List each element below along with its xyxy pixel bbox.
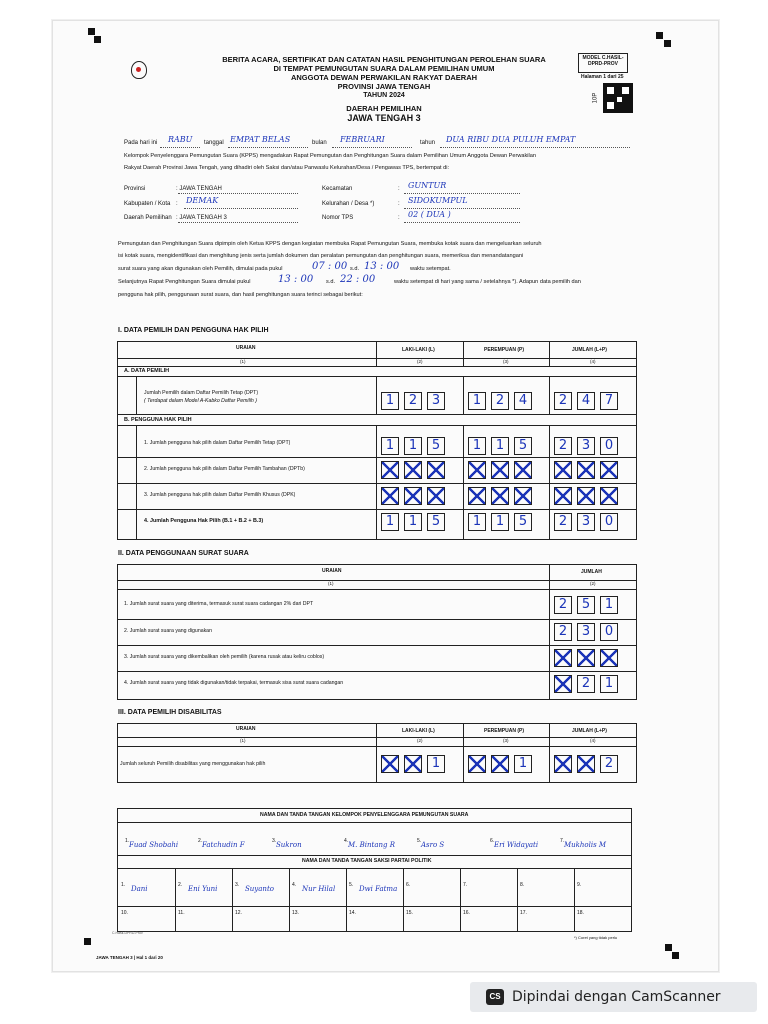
footer-small: C.Hasil-DPRD-Prov (112, 931, 143, 935)
kpps-number: 4. (344, 838, 349, 844)
saksi-number: 18. (577, 910, 584, 916)
digit-box[interactable]: 2 (491, 392, 509, 410)
saksi-signature-name: Eni Yuni (188, 885, 218, 893)
tps-value: 02 ( DUA ) (408, 210, 451, 219)
grid-divider (232, 868, 233, 932)
paragraph-line: surat suara yang akan digunakan oleh Pemilih, dimulai pada pukul (118, 266, 283, 272)
s2-row-label: 1. Jumlah surat suara yang diterima, termasuk surat suara cadangan 2% dari DPT (124, 601, 314, 607)
saksi-number: 16. (463, 910, 470, 916)
digit-box[interactable] (577, 461, 595, 479)
hitung-selesai: 22 : 00 (340, 274, 376, 285)
intro-tanggal: EMPAT BELAS (230, 135, 291, 144)
saksi-signature-name: Nur Hilal (302, 885, 336, 893)
col-jumlah: JUMLAH (L+P) (572, 728, 607, 734)
col-perempuan: PEREMPUAN (P) (484, 728, 525, 734)
paragraph-line: pengguna hak pilih, penggunaan surat suara, dan hasil penghitungan suara terinci sebagai berikut: (118, 292, 363, 298)
kabupaten-label: Kabupaten / Kota (124, 201, 171, 207)
kelurahan-label: Kelurahan / Desa *) (322, 201, 375, 207)
digit-box[interactable] (381, 755, 399, 773)
dotted-line (178, 193, 298, 194)
digit-box[interactable]: 1 (381, 392, 399, 410)
kpps-number: 7. (560, 838, 565, 844)
digit-box[interactable] (491, 461, 509, 479)
digit-box[interactable]: 1 (491, 513, 509, 531)
b-row-label: 4. Jumlah Pengguna Hak Pilih (B.1 + B.2 + B.3) (144, 518, 264, 524)
a1-label: Jumlah Pemilih dalam Daftar Pemilih Tetap (DPT) (144, 390, 259, 396)
kpps-number: 2. (198, 838, 203, 844)
saksi-number: 14. (349, 910, 356, 916)
intro-bulan-label: bulan (312, 140, 327, 146)
digit-box[interactable] (427, 487, 445, 505)
digit-box[interactable] (577, 649, 595, 667)
section-b-title: B. PENGGUNA HAK PILIH (124, 417, 192, 423)
digit-box[interactable]: 0 (600, 623, 618, 641)
saksi-number: 4. (292, 882, 297, 888)
saksi-number: 6. (406, 882, 411, 888)
jam-mulai: 07 : 00 (312, 261, 348, 272)
paragraph-line: waktu setempat di hari yang sama / setelahnya *). Adapun data pemilih dan (394, 279, 581, 285)
dotted-line (404, 208, 520, 209)
digit-box[interactable]: 2 (577, 675, 595, 693)
digit-box[interactable] (381, 487, 399, 505)
grid-divider (460, 868, 461, 932)
digit-box[interactable]: 2 (554, 437, 572, 455)
digit-box[interactable]: 1 (468, 513, 486, 531)
header-line: BERITA ACARA, SERTIFIKAT DAN CATATAN HASIL PENGHITUNGAN PEROLEHAN SUARA (222, 55, 546, 64)
header-line: DI TEMPAT PEMUNGUTAN SUARA DALAM PEMILIHAN UMUM (273, 64, 495, 73)
col-num: (1) (328, 581, 334, 586)
grid-divider (289, 868, 290, 932)
tps-label: Nomor TPS (322, 215, 354, 221)
corner-marker (672, 952, 679, 959)
digit-box[interactable]: 1 (427, 755, 445, 773)
dapil-label: DAERAH PEMILIHAN (346, 104, 422, 113)
digit-box[interactable]: 2 (554, 392, 572, 410)
header-line: PROVINSI JAWA TENGAH (337, 82, 431, 91)
header-line: TAHUN 2024 (363, 92, 405, 99)
saksi-number: 7. (463, 882, 468, 888)
b-row-label: 1. Jumlah pengguna hak pilih dalam Daftar Pemilih Tetap (DPT) (144, 440, 291, 446)
corner-marker (94, 36, 101, 43)
kecamatan-value: GUNTUR (408, 181, 447, 190)
kabupaten-value: DEMAK (186, 196, 219, 205)
sd-label: s.d. (326, 279, 336, 285)
page-label: Halaman 1 dari 25 (581, 74, 624, 80)
digit-box[interactable]: 1 (381, 437, 399, 455)
digit-box[interactable]: 5 (427, 437, 445, 455)
signature-table (117, 808, 632, 932)
digit-box[interactable]: 3 (427, 392, 445, 410)
kpps-signature-name: Fuad Shobahi (129, 841, 179, 849)
digit-box[interactable] (468, 755, 486, 773)
kecamatan-label: Kecamatan (322, 186, 353, 192)
digit-box[interactable]: 3 (577, 437, 595, 455)
saksi-number: 1. (121, 882, 126, 888)
s2-row-label: 2. Jumlah surat suara yang digunakan (124, 628, 212, 634)
saksi-number: 2. (178, 882, 183, 888)
digit-box[interactable]: 5 (514, 437, 532, 455)
kpps-number: 1. (125, 838, 130, 844)
digit-box[interactable]: 3 (577, 513, 595, 531)
saksi-number: 17. (520, 910, 527, 916)
digit-box[interactable] (381, 461, 399, 479)
digit-box[interactable]: 1 (404, 513, 422, 531)
b-row-label: 2. Jumlah pengguna hak pilih dalam Daftar Pemilih Tambahan (DPTb) (144, 466, 305, 472)
kelurahan-value: SIDOKUMPUL (408, 196, 468, 205)
digit-box[interactable] (427, 461, 445, 479)
grid-divider (346, 868, 347, 932)
col-num: (1) (240, 359, 246, 364)
jam-selesai: 13 : 00 (364, 261, 400, 272)
col-num: (4) (590, 738, 596, 743)
saksi-number: 13. (292, 910, 299, 916)
col-perempuan: PEREMPUAN (P) (484, 347, 525, 353)
dotted-line (160, 147, 200, 148)
grid-divider (517, 868, 518, 932)
digit-box[interactable]: 7 (600, 392, 618, 410)
provinsi-value: : JAWA TENGAH (176, 186, 222, 192)
digit-box[interactable] (404, 755, 422, 773)
digit-box[interactable]: 1 (514, 755, 532, 773)
saksi-number: 12. (235, 910, 242, 916)
kpps-signature-name: Eri Widayati (494, 841, 539, 849)
s3-row-label: Jumlah seluruh Pemilih disabilitas yang menggunakan hak pilih (120, 761, 266, 767)
kpps-number: 5. (417, 838, 422, 844)
intro-tanggal-label: tanggal (204, 140, 224, 146)
saksi-number: 15. (406, 910, 413, 916)
col-num: (2) (417, 738, 423, 743)
digit-box[interactable] (468, 461, 486, 479)
paragraph-line: isi kotak suara, mengidentifikasi dan menghitung jenis serta jumlah dokumen dan peralatan pemungutan dan penghitungan suara, memeriksa dan menandatangani (118, 253, 524, 259)
saksi-number: 8. (520, 882, 525, 888)
kpps-signature-name: Mukholis M (564, 841, 607, 849)
hitung-mulai: 13 : 00 (278, 274, 314, 285)
saksi-number: 10. (121, 910, 128, 916)
digit-box[interactable]: 0 (600, 437, 618, 455)
corner-marker (84, 938, 91, 945)
kpps-signature-name: Fatchudin F (202, 841, 245, 849)
saksi-number: 5. (349, 882, 354, 888)
digit-box[interactable]: 1 (600, 596, 618, 614)
digit-box[interactable]: 4 (514, 392, 532, 410)
digit-box[interactable]: 0 (600, 513, 618, 531)
digit-box[interactable] (577, 487, 595, 505)
saksi-number: 11. (178, 910, 185, 916)
sd-label: s.d. (350, 266, 360, 272)
col-num: (3) (503, 359, 509, 364)
section3-title: III. DATA PEMILIH DISABILITAS (118, 709, 222, 716)
kpps-number: 3. (272, 838, 277, 844)
footer-note: *) Coret yang tidak perlu (574, 935, 618, 940)
col-num: (3) (503, 738, 509, 743)
digit-box[interactable] (554, 649, 572, 667)
digit-box[interactable]: 3 (577, 623, 595, 641)
col-num: (4) (590, 359, 596, 364)
digit-box[interactable]: 1 (600, 675, 618, 693)
digit-box[interactable] (554, 755, 572, 773)
saksi-number: 3. (235, 882, 240, 888)
digit-box[interactable]: 2 (554, 513, 572, 531)
col-num: (2) (590, 581, 596, 586)
grid-divider (574, 868, 575, 932)
header-line: ANGGOTA DEWAN PERWAKILAN RAKYAT DAERAH (290, 73, 478, 82)
digit-box[interactable]: 1 (468, 437, 486, 455)
col-uraian: URAIAN (236, 345, 256, 351)
intro-bulan: FEBRUARI (340, 135, 385, 144)
side-code: 10P (592, 92, 599, 104)
paragraph-line: Pemungutan dan Penghitungan Suara dipimpin oleh Ketua KPPS dengan kegiatan membuka Rapat Pemungutan Suara, membuka kotak suara dan mengeluarkan seluruh (118, 241, 542, 247)
digit-box[interactable]: 5 (514, 513, 532, 531)
col-laki: LAKI-LAKI (L) (402, 347, 435, 353)
corner-marker (665, 944, 672, 951)
grid-divider (403, 868, 404, 932)
intro-pada-hari: Pada hari ini (124, 140, 158, 146)
section3-table (117, 723, 637, 783)
corner-marker (664, 40, 671, 47)
digit-box[interactable] (600, 487, 618, 505)
grid-divider (175, 868, 176, 932)
digit-box[interactable] (491, 487, 509, 505)
digit-box[interactable] (577, 755, 595, 773)
dapil-field-label: Daerah Pemilihan (124, 215, 172, 221)
digit-box[interactable]: 2 (554, 623, 572, 641)
dotted-line (440, 147, 630, 148)
digit-box[interactable]: 1 (468, 392, 486, 410)
kpps-number: 6. (490, 838, 495, 844)
dotted-line (178, 222, 298, 223)
camscanner-icon: CS (486, 989, 504, 1005)
col-num: (2) (417, 359, 423, 364)
digit-box[interactable]: 4 (577, 392, 595, 410)
digit-box[interactable] (514, 487, 532, 505)
col-laki: LAKI-LAKI (L) (402, 728, 435, 734)
digit-box[interactable] (600, 649, 618, 667)
digit-box[interactable] (491, 755, 509, 773)
dotted-line (184, 208, 298, 209)
col-jumlah: JUMLAH (581, 569, 602, 575)
digit-box[interactable]: 2 (600, 755, 618, 773)
footer-code: JAWA TENGAH 3 | Hal 1 dari 20 (96, 955, 163, 960)
intro-hari: RABU (168, 135, 193, 144)
col-num: (1) (240, 738, 246, 743)
col-uraian: URAIAN (322, 568, 342, 574)
digit-box[interactable] (554, 675, 572, 693)
corner-marker (656, 32, 663, 39)
intro-tahun: DUA RIBU DUA PULUH EMPAT (446, 135, 576, 144)
kpps-signature-name: M. Bintang R (348, 841, 395, 849)
s2-row-label: 3. Jumlah surat suara yang dikembalikan oleh pemilih (karena rusak atau keliru coblos) (124, 654, 325, 660)
digit-box[interactable]: 5 (427, 513, 445, 531)
digit-box[interactable]: 2 (404, 392, 422, 410)
digit-box[interactable] (404, 487, 422, 505)
digit-box[interactable]: 1 (381, 513, 399, 531)
model-box: MODEL C.HASIL-DPRD-PROV (578, 53, 628, 73)
s2-row-label: 4. Jumlah surat suara yang tidak digunakan/tidak terpakai, termasuk sisa surat suara cadangan (124, 680, 344, 686)
section-a-title: A. DATA PEMILIH (124, 368, 170, 374)
saksi-signature-name: Dani (131, 885, 148, 893)
kpps-title: NAMA DAN TANDA TANGAN KELOMPOK PENYELENGGARA PEMUNGUTAN SUARA (260, 812, 469, 818)
a1-label: ( Terdapat dalam Model A-Kabko Daftar Pemilih ) (144, 398, 257, 404)
digit-box[interactable] (514, 461, 532, 479)
digit-box[interactable] (554, 461, 572, 479)
digit-box[interactable]: 2 (554, 596, 572, 614)
intro-line: Kelompok Penyelenggara Pemungutan Suara (KPPS) mengadakan Rapat Pemungutan dan Penghitungan Suara dalam Pemilihan Umum Anggota Dewan Perwakilan (124, 153, 537, 159)
col-jumlah: JUMLAH (L+P) (572, 347, 607, 353)
dapil-value: JAWA TENGAH 3 (347, 113, 421, 123)
saksi-number: 9. (577, 882, 582, 888)
col-uraian: URAIAN (236, 726, 256, 732)
dotted-line (404, 193, 520, 194)
paragraph-line: waktu setempat. (410, 266, 451, 272)
digit-box[interactable]: 5 (577, 596, 595, 614)
digit-box[interactable] (600, 461, 618, 479)
provinsi-label: Provinsi (124, 186, 146, 192)
kpps-signature-name: Asro S (421, 841, 445, 849)
intro-line: Rakyat Daerah Provinsi Jawa Tengah, yang dihadiri oleh Saksi dan/atau Panwaslu Kelurahan/Desa / Pengawas TPS, bertempat di: (124, 165, 450, 171)
kpps-signature-name: Sukron (276, 841, 302, 849)
digit-box[interactable] (404, 461, 422, 479)
intro-tahun-label: tahun (420, 140, 436, 146)
digit-box[interactable] (468, 487, 486, 505)
dotted-line (404, 222, 520, 223)
digit-box[interactable]: 1 (404, 437, 422, 455)
paragraph-line: Selanjutnya Rapat Penghitungan Suara dimulai pukul (118, 279, 251, 285)
dotted-line (228, 147, 308, 148)
saksi-signature-name: Dwi Fatma (359, 885, 398, 893)
section2-title: II. DATA PENGGUNAAN SURAT SUARA (118, 550, 249, 557)
camscanner-text: Dipindai dengan CamScanner (512, 989, 721, 1005)
qr-code-icon (603, 83, 633, 113)
digit-box[interactable] (554, 487, 572, 505)
saksi-title: NAMA DAN TANDA TANGAN SAKSI PARTAI POLITIK (302, 858, 432, 864)
b-row-label: 3. Jumlah pengguna hak pilih dalam Daftar Pemilih Khusus (DPK) (144, 492, 296, 498)
corner-marker (88, 28, 95, 35)
section1-title: I. DATA PEMILIH DAN PENGGUNA HAK PILIH (118, 327, 269, 334)
dapil-field-value: : JAWA TENGAH 3 (176, 215, 227, 221)
saksi-signature-name: Suyanto (245, 885, 274, 893)
digit-box[interactable]: 1 (491, 437, 509, 455)
dotted-line (332, 147, 412, 148)
